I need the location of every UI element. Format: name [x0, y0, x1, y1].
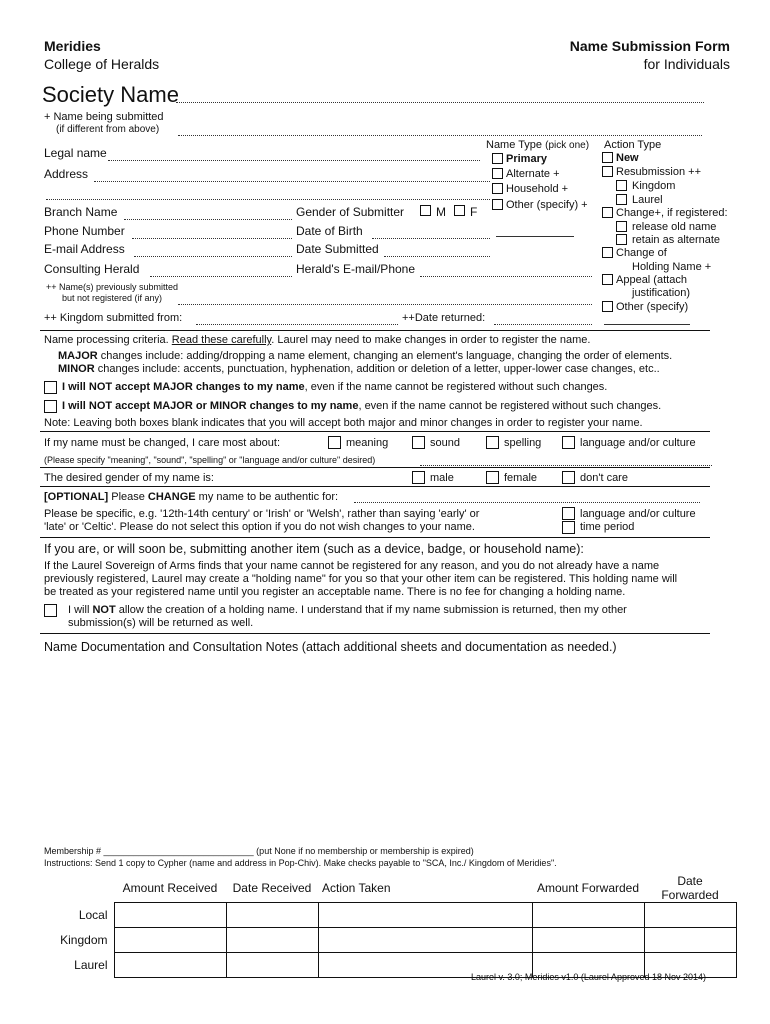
form-title: Name Submission Form [569, 38, 730, 54]
table-row [44, 928, 736, 953]
authentic-specific-1: Please be specific, e.g. '12th-14th century' or 'Irish' or 'Welsh', rather than saying 'early' or [44, 508, 480, 520]
divider-4 [40, 486, 710, 487]
email-field[interactable] [134, 246, 292, 257]
gender-m-label: M [436, 205, 446, 219]
college-name: College of Heralds [44, 56, 160, 72]
name-type-other-checkbox[interactable] [492, 199, 503, 210]
dob-extra-line[interactable] [496, 236, 574, 237]
legal-diff-field[interactable] [178, 125, 702, 136]
action-change-of-label: Change of [616, 247, 667, 259]
membership-line: Membership # ______________________________ (put None if no membership or membership is expired) [44, 846, 474, 856]
name-type-other-label: Other (specify) + [506, 199, 588, 211]
consulting-herald-label: Consulting Herald [44, 262, 140, 276]
action-resubmission-checkbox[interactable] [602, 166, 613, 177]
name-type-alternate-checkbox[interactable] [492, 168, 503, 179]
action-laurel-label: Laurel [632, 194, 663, 206]
holding-p3: be treated as your registered name until you register an acceptable name. There is no fee for changing a holding name. [44, 586, 626, 598]
legal-name-field[interactable] [108, 150, 480, 161]
holding-check-label-2: submission(s) will be returned as well. [68, 617, 254, 629]
legal-different-note: (if different from above) [56, 124, 160, 135]
no-minor-checkbox[interactable] [44, 400, 57, 413]
care-specify-note: (Please specify "meaning", "sound", "spelling" or "language and/or culture" desired) [44, 455, 376, 465]
phone-field[interactable] [132, 228, 292, 239]
care-meaning-label: meaning [346, 437, 389, 449]
kingdom-submitted-label: ++ Kingdom submitted from: [44, 312, 183, 324]
no-major-label: I will NOT accept MAJOR changes to my name, even if the name cannot be registered without such changes. [62, 381, 608, 393]
address-field-1[interactable] [94, 171, 490, 182]
fee-cell[interactable] [226, 928, 318, 953]
action-justification-label: justification) [632, 287, 691, 299]
herald-email-field[interactable] [420, 266, 592, 277]
divider-6 [40, 633, 710, 634]
holding-p2: previously registered, Laurel may create a "holding name" for you so that your other item can be registered. This holding name will [44, 573, 678, 585]
action-other-line[interactable] [604, 324, 690, 325]
name-type-household-checkbox[interactable] [492, 183, 503, 194]
criteria-minor: MINOR changes include: accents, punctuation, hyphenation, addition or deletion of a letter, upper-lower case changes, etc.. [58, 363, 660, 375]
fee-row-label: Kingdom [60, 933, 108, 947]
gender-female-checkbox[interactable] [486, 471, 499, 484]
action-retain-label: retain as alternate [632, 234, 721, 246]
care-label: If my name must be changed, I care most about: [44, 437, 281, 449]
holding-check-label: I will NOT allow the creation of a holding name. I understand that if my name submission is returned, then my other [68, 604, 627, 616]
authentic-label: [OPTIONAL] Please CHANGE my name to be authentic for: [44, 491, 339, 503]
phone-label: Phone Number [44, 224, 125, 238]
gender-f-label: F [470, 205, 478, 219]
care-specify-field[interactable] [420, 455, 712, 466]
action-appeal-label: Appeal (attach [616, 274, 687, 286]
care-sound-checkbox[interactable] [412, 436, 425, 449]
gender-dontcare-label: don't care [580, 472, 628, 484]
action-change-label: Change+, if registered: [616, 207, 728, 219]
gender-dontcare-checkbox[interactable] [562, 471, 575, 484]
gender-desired-label: The desired gender of my name is: [44, 472, 214, 484]
authentic-language-label: language and/or culture [580, 508, 696, 520]
care-sound-label: sound [430, 437, 460, 449]
action-other-checkbox[interactable] [602, 301, 613, 312]
name-type-primary-checkbox[interactable] [492, 153, 503, 164]
action-release-checkbox[interactable] [616, 221, 627, 232]
fee-header-amount-received: Amount Received [114, 874, 226, 903]
fee-cell[interactable] [226, 953, 318, 978]
action-release-label: release old name [632, 221, 717, 233]
date-returned-field[interactable] [494, 314, 592, 325]
authentic-period-label: time period [580, 521, 635, 533]
no-major-checkbox[interactable] [44, 381, 57, 394]
kingdom-submitted-field[interactable] [196, 314, 398, 325]
dob-field[interactable] [372, 228, 490, 239]
gender-m-checkbox[interactable] [420, 205, 431, 216]
fee-table [44, 874, 737, 978]
action-appeal-checkbox[interactable] [602, 274, 613, 285]
action-type-title: Action Type [604, 139, 662, 151]
action-kingdom-checkbox[interactable] [616, 180, 627, 191]
criteria-intro: Name processing criteria. Read these carefully. Laurel may need to make changes in order to register the name. [44, 334, 591, 346]
divider-1 [40, 330, 710, 331]
care-language-label: language and/or culture [580, 437, 696, 449]
action-change-of-checkbox[interactable] [602, 247, 613, 258]
email-label: E-mail Address [44, 242, 125, 256]
fee-cell[interactable] [114, 903, 226, 928]
gender-label: Gender of Submitter [296, 205, 405, 219]
authentic-language-checkbox[interactable] [562, 507, 575, 520]
action-laurel-checkbox[interactable] [616, 194, 627, 205]
date-returned-label: ++Date returned: [402, 312, 486, 324]
action-new-label: New [616, 152, 639, 164]
criteria-note: Note: Leaving both boxes blank indicates that you will accept both major and minor changes in order to register your name. [44, 417, 643, 429]
prev-submitted-label-2: but not registered (if any) [62, 293, 163, 303]
care-language-checkbox[interactable] [562, 436, 575, 449]
branch-name-label: Branch Name [44, 205, 118, 219]
holding-checkbox[interactable] [44, 604, 57, 617]
prev-submitted-field[interactable] [178, 294, 592, 305]
address-label: Address [44, 167, 89, 181]
name-type-primary-label: Primary [506, 153, 547, 165]
care-spelling-label: spelling [504, 437, 542, 449]
dob-label: Date of Birth [296, 224, 363, 238]
divider-3 [40, 467, 710, 468]
version-line: Laurel v. 3.0; Meridies v1.0 (Laurel Approved 18 Nov 2014) [471, 972, 706, 982]
instructions-line: Instructions: Send 1 copy to Cypher (name and address in Pop-Chiv). Make checks payable to "SCA, Inc./ Kingdom of Meridies". [44, 858, 557, 868]
legal-name-label: Legal name [44, 146, 107, 160]
holding-p1: If the Laurel Sovereign of Arms finds that your name cannot be registered for any reason, and you do not already have a name [44, 560, 660, 572]
fee-cell[interactable] [114, 953, 226, 978]
address-field-2[interactable] [46, 189, 490, 200]
fee-cell[interactable] [532, 903, 644, 928]
fee-cell[interactable] [318, 928, 532, 953]
consulting-herald-field[interactable] [150, 266, 292, 277]
authentic-period-checkbox[interactable] [562, 521, 575, 534]
table-row [44, 903, 736, 928]
gender-male-label: male [430, 472, 454, 484]
care-spelling-checkbox[interactable] [486, 436, 499, 449]
prev-submitted-label-1: ++ Name(s) previously submitted [46, 282, 179, 292]
fee-row-label: Local [78, 908, 108, 922]
action-holding-name-label: Holding Name + [632, 261, 712, 273]
date-submitted-label: Date Submitted [296, 242, 379, 256]
divider-2 [40, 431, 710, 432]
form-subtitle: for Individuals [643, 56, 730, 72]
action-kingdom-label: Kingdom [632, 180, 676, 192]
society-name-field[interactable] [176, 92, 704, 103]
name-being-submitted: + Name being submitted [44, 111, 164, 123]
branch-name-field[interactable] [124, 209, 292, 220]
herald-email-label: Herald's E-mail/Phone [296, 262, 416, 276]
fee-row-label: Laurel [74, 958, 108, 972]
divider-5 [40, 537, 710, 538]
name-type-alternate-label: Alternate + [506, 168, 560, 180]
fee-cell[interactable] [318, 903, 532, 928]
gender-female-label: female [504, 472, 538, 484]
fee-cell[interactable] [532, 928, 644, 953]
action-resubmission-label: Resubmission ++ [616, 166, 701, 178]
fee-header-date-received: Date Received [226, 874, 318, 903]
gender-f-checkbox[interactable] [454, 205, 465, 216]
fee-cell[interactable] [226, 903, 318, 928]
holding-heading: If you are, or will soon be, submitting another item (such as a device, badge, or household name): [44, 542, 584, 556]
society-name-label: Society Name [42, 82, 179, 107]
action-change-checkbox[interactable] [602, 207, 613, 218]
action-retain-checkbox[interactable] [616, 234, 627, 245]
fee-cell[interactable] [644, 903, 736, 928]
authentic-specific-2: 'late' or 'Celtic'. Please do not select this option if you do not wish changes to your name. [44, 521, 475, 533]
org-name: Meridies [44, 38, 101, 54]
criteria-major: MAJOR changes include: adding/dropping a name element, changing an element's language, changing the order of elements. [58, 350, 673, 362]
fee-cell[interactable] [644, 928, 736, 953]
date-submitted-field[interactable] [384, 246, 490, 257]
fee-header-action-taken: Action Taken [318, 874, 532, 903]
action-other-label: Other (specify) [616, 301, 689, 313]
authentic-field[interactable] [354, 492, 700, 503]
documentation-heading: Name Documentation and Consultation Notes (attach additional sheets and documentation as needed.) [44, 640, 617, 654]
name-type-household-label: Household + [506, 183, 569, 195]
gender-male-checkbox[interactable] [412, 471, 425, 484]
fee-header-date-forwarded: Date Forwarded [644, 874, 736, 903]
action-new-checkbox[interactable] [602, 152, 613, 163]
fee-header-amount-forwarded: Amount Forwarded [532, 874, 644, 903]
documentation-area[interactable] [44, 660, 710, 838]
no-minor-label: I will NOT accept MAJOR or MINOR changes to my name, even if the name cannot be registered without such changes. [62, 400, 662, 412]
name-type-title: Name Type (pick one) [486, 139, 590, 151]
fee-cell[interactable] [114, 928, 226, 953]
care-meaning-checkbox[interactable] [328, 436, 341, 449]
